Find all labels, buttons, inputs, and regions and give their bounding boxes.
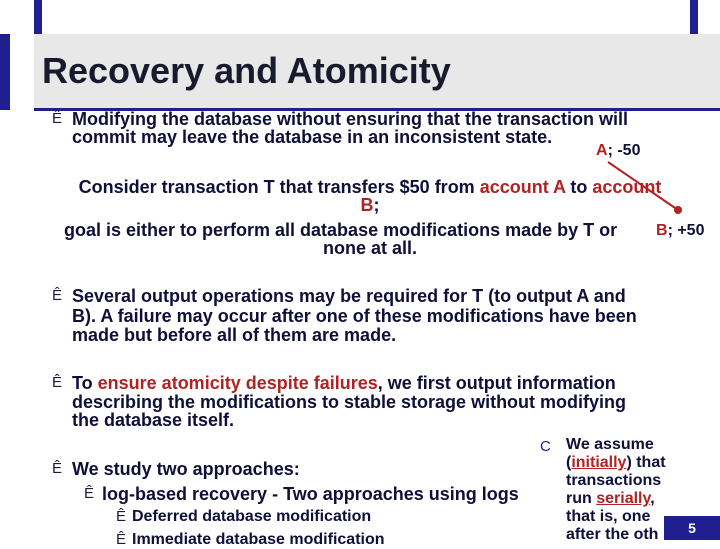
paragraph-4: We study two approaches: bbox=[72, 459, 300, 479]
goal-or-text: or bbox=[599, 220, 618, 240]
paragraph-1-line-1: Modifying the database without ensuring that the transaction will bbox=[72, 109, 629, 129]
p3-atomicity-text: ensure atomicity despite failures bbox=[97, 373, 378, 393]
bullet-icon: Ê bbox=[52, 374, 63, 391]
bullet-icon: Ê bbox=[52, 287, 63, 304]
annotation-b bbox=[656, 222, 704, 240]
slide-title: Recovery and Atomicity bbox=[42, 50, 451, 91]
p3-to-text: To bbox=[72, 373, 98, 393]
note-comma: , bbox=[650, 490, 655, 507]
consider-to-text: to bbox=[565, 177, 593, 197]
bullet-icon: Ê bbox=[52, 110, 63, 127]
note-line-1: We assume bbox=[566, 436, 654, 453]
note-line-4 bbox=[566, 490, 716, 508]
header-square-left bbox=[34, 0, 42, 34]
note-run: run bbox=[566, 490, 597, 507]
paragraph-4-sub-2: Immediate database modification bbox=[132, 531, 385, 548]
annotation-b-label: B bbox=[656, 222, 668, 239]
note-paren-close: ) that bbox=[626, 454, 666, 471]
paragraph-4-sub-1: Deferred database modification bbox=[132, 508, 372, 525]
annotation-a-label: A bbox=[596, 142, 608, 159]
note-line-5: that is, one bbox=[566, 508, 651, 525]
goal-line-1 bbox=[64, 221, 617, 239]
top-band bbox=[0, 0, 720, 34]
paragraph-2-line-3: made but before all of them are made. bbox=[72, 325, 397, 345]
title-accent-bar bbox=[0, 34, 10, 110]
paragraph-3-line-2: describing the modifications to stable storage without modifying bbox=[72, 392, 627, 412]
note-paren-open: ( bbox=[566, 454, 572, 471]
annotation-arrow-dot bbox=[674, 206, 682, 214]
note-line-6: after the oth bbox=[566, 526, 659, 543]
header-square-right bbox=[690, 0, 698, 34]
annotation-arrow bbox=[600, 158, 690, 218]
page-number: 5 bbox=[664, 516, 720, 540]
paragraph-1-line-2: commit may leave the database in an inconsistent state. bbox=[72, 127, 553, 147]
note-serially: serially bbox=[596, 490, 651, 507]
note-initially: initially bbox=[571, 454, 627, 471]
account-text: account bbox=[592, 177, 662, 197]
account-a-text: account A bbox=[479, 177, 566, 197]
annotation-b-value: ; +50 bbox=[667, 222, 705, 239]
paragraph-3-line-1 bbox=[72, 374, 616, 392]
note-line-3: transactions bbox=[566, 472, 662, 489]
sub-sub-bullet-icon: Ê bbox=[116, 531, 127, 548]
account-b-text: B bbox=[360, 195, 374, 215]
note-line-2 bbox=[566, 454, 716, 472]
bullet-icon: Ê bbox=[52, 460, 63, 477]
sub-sub-bullet-icon: Ê bbox=[116, 508, 127, 525]
p3-rest-text: , we first output information bbox=[377, 373, 616, 393]
goal-line-2: none at all. bbox=[322, 238, 418, 258]
goal-text: goal is either to perform all database modifications made by T bbox=[64, 220, 600, 240]
sub-bullet-icon: Ê bbox=[84, 485, 95, 502]
consider-semicolon: ; bbox=[373, 195, 380, 215]
consider-text: Consider transaction T that transfers $50 from bbox=[78, 177, 480, 197]
paragraph-2-line-2: B). A failure may occur after one of these modifications have been bbox=[72, 306, 637, 326]
annotation-arrow-line bbox=[608, 162, 678, 210]
annotation-a-value: ; -50 bbox=[607, 142, 641, 159]
paragraph-3-line-3: the database itself. bbox=[72, 410, 235, 430]
paragraph-2-line-1: Several output operations may be required for T (to output A and bbox=[72, 286, 626, 306]
paragraph-4-sub: log-based recovery - Two approaches using logs bbox=[102, 484, 519, 504]
note-bullet-icon: C bbox=[540, 438, 551, 455]
